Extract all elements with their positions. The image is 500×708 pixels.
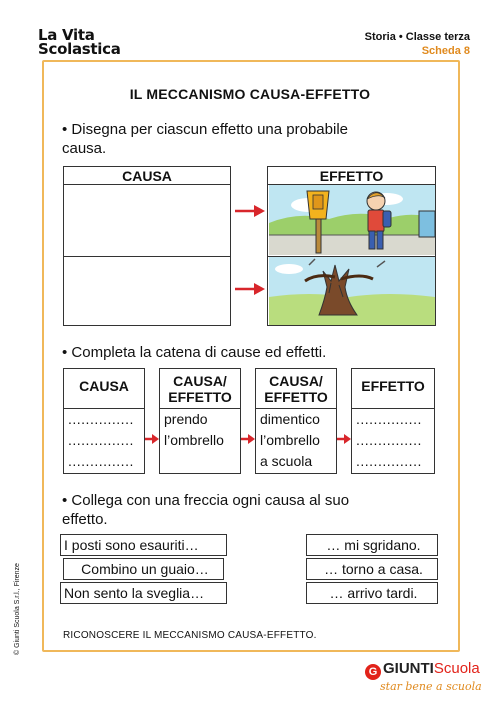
chain-head — [64, 369, 144, 394]
cause-header: CAUSA — [122, 168, 172, 184]
red-arrow-icon — [234, 282, 266, 296]
answer-line[interactable]: ............... — [356, 411, 422, 427]
effect-item[interactable]: … torno a casa. — [306, 558, 438, 580]
answer-line[interactable]: ............... — [68, 432, 134, 448]
logo-line2: Scolastica — [38, 40, 121, 58]
answer-line[interactable]: ............... — [68, 453, 134, 469]
answer-line[interactable]: ............... — [356, 432, 422, 448]
exercise1-instruction — [62, 120, 348, 158]
chain-answer-lines[interactable] — [356, 409, 432, 472]
red-arrow-icon — [241, 433, 256, 445]
chain-head-text: CAUSA — [79, 378, 129, 394]
cause-item[interactable]: I posti sono esauriti… — [60, 534, 227, 556]
effect-item[interactable]: … mi sgridano. — [306, 534, 438, 556]
chain-head-text: EFFETTO — [264, 389, 328, 405]
copyright: © Giunti Scuola S.r.l., Firenze — [14, 563, 21, 655]
effect-illustration-fallen-tree — [269, 257, 435, 325]
giunti-logo-icon: G — [365, 664, 381, 680]
chain-answer-lines[interactable] — [68, 409, 142, 472]
chain-text — [164, 409, 238, 451]
cause-item[interactable]: Non sento la sveglia… — [60, 582, 227, 604]
effect-illustration-bus-stop — [269, 185, 435, 255]
exercise1-instruction-line1: • Disegna per ciascun effetto una probabile — [62, 121, 348, 138]
chain-column-effect — [351, 368, 435, 474]
chain-text-line: dimentico — [260, 411, 320, 427]
chain-column-cause-effect-1 — [159, 368, 241, 474]
chain-head-text: EFFETTO — [361, 378, 425, 394]
publisher-tagline: star bene a scuola — [380, 680, 482, 693]
chain-text-line: l’ombrello — [164, 432, 224, 448]
publisher-name: GIUNTI — [383, 660, 434, 677]
effect-item[interactable]: … arrivo tardi. — [306, 582, 438, 604]
chain-head-text: CAUSA/ — [269, 373, 323, 389]
answer-line[interactable]: ............... — [68, 411, 134, 427]
exercise1-instruction-line2: causa. — [62, 140, 107, 157]
chain-column-cause-effect-2 — [255, 368, 337, 474]
chain-text — [260, 409, 334, 472]
publisher-logo — [365, 660, 480, 680]
red-arrow-icon — [234, 204, 266, 218]
chain-head — [256, 369, 336, 405]
exercise2-instruction: • Completa la catena di cause ed effetti. — [62, 344, 327, 361]
cause-drawing-area-2[interactable] — [64, 256, 230, 325]
chain-text-line: l’ombrello — [260, 432, 320, 448]
header-info — [365, 30, 470, 58]
red-arrow-icon — [145, 433, 160, 445]
chain-text-line: a scuola — [260, 453, 313, 469]
logo — [38, 28, 121, 56]
publisher-accent: Scuola — [433, 660, 480, 677]
exercise3-instruction-line2: effetto. — [62, 511, 108, 528]
cause-drawing-area-1[interactable] — [64, 184, 230, 255]
exercise3-instruction-line1: • Collega con una freccia ogni causa al suo — [62, 492, 350, 509]
learning-objective: RICONOSCERE IL MECCANISMO CAUSA-EFFETTO. — [63, 630, 317, 641]
page-title: IL MECCANISMO CAUSA-EFFETTO — [129, 86, 371, 102]
chain-head — [352, 369, 434, 394]
cause-item[interactable]: Combino un guaio… — [63, 558, 224, 580]
chain-head-text: EFFETTO — [168, 389, 232, 405]
subject-label: Storia • Classe terza — [364, 31, 470, 43]
red-arrow-icon — [337, 433, 352, 445]
chain-column-cause — [63, 368, 145, 474]
exercise3-instruction — [62, 491, 349, 529]
logo-line1: La Vita — [38, 26, 95, 44]
chain-text-line: prendo — [164, 411, 208, 427]
chain-head-text: CAUSA/ — [173, 373, 227, 389]
effect-header: EFFETTO — [319, 168, 384, 184]
sheet-number: Scheda 8 — [421, 45, 470, 57]
chain-head — [160, 369, 240, 405]
answer-line[interactable]: ............... — [356, 453, 422, 469]
